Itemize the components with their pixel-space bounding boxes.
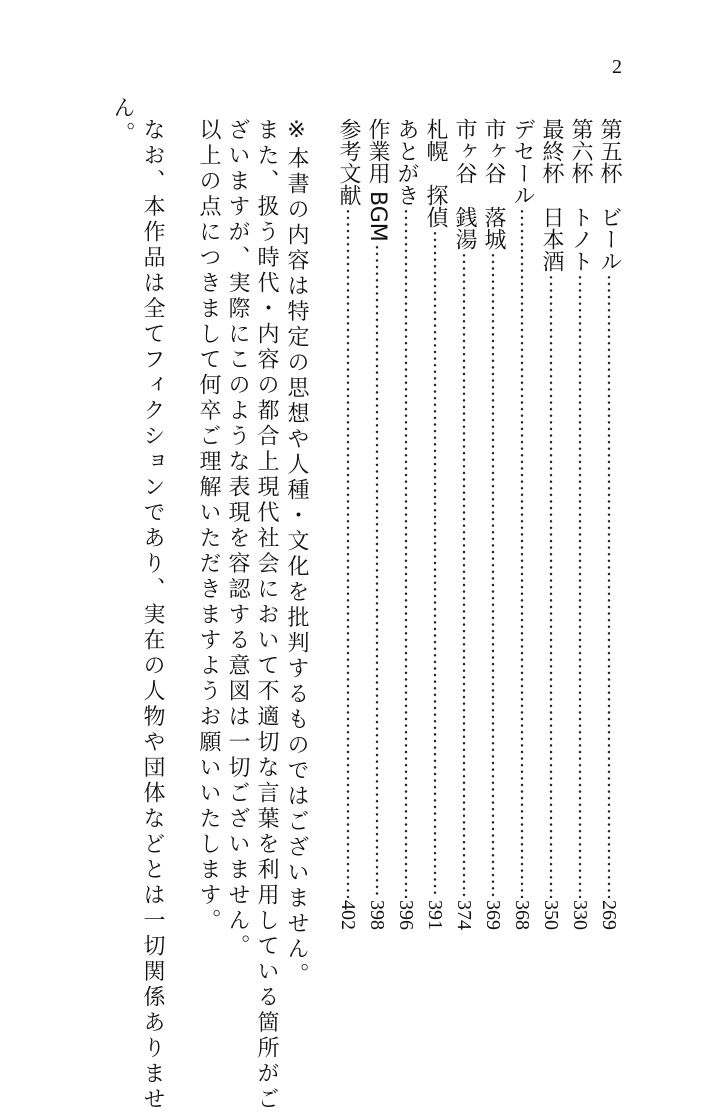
note-line: また、扱う時代・内容の都合上現代社会において不適切な言葉を利用している箇所がご [254, 118, 279, 1113]
toc-entry [480, 118, 506, 930]
toc-page: 330 [569, 900, 591, 930]
toc-title: あとがき [394, 118, 419, 206]
toc-title: 参考文献 [336, 118, 361, 206]
toc-title: 市ヶ谷 落城 [481, 118, 506, 250]
toc-entry [509, 118, 535, 930]
dot-leader [335, 208, 361, 898]
dot-leader [509, 208, 535, 898]
dot-leader [538, 274, 564, 898]
note-line: ん。 [110, 96, 135, 147]
toc-title: 作業用 BGM [365, 118, 390, 242]
toc-page: 396 [395, 900, 417, 930]
toc-page: 269 [598, 900, 620, 930]
dot-leader [567, 274, 593, 898]
dot-leader [422, 230, 448, 898]
toc-entry [393, 118, 419, 930]
dot-leader [364, 244, 390, 898]
toc-title: デセール [510, 118, 535, 206]
toc-entry [596, 118, 622, 930]
note-line: なお、本作品は全てフィクションであり、実在の人物や団体などとは一切関係ありませ [140, 118, 165, 1113]
toc-title: 最終杯 日本酒 [539, 118, 564, 272]
toc-page: 398 [366, 900, 388, 930]
note-line: ざいますが、実際にこのような表現を容認する意図は一切ございません。 [225, 118, 250, 960]
toc-entry [451, 118, 477, 930]
toc-page: 391 [424, 900, 446, 930]
dot-leader [596, 274, 622, 898]
dot-leader [451, 252, 477, 898]
dot-leader [393, 208, 419, 898]
toc-page: 402 [337, 900, 359, 930]
toc-entry [567, 118, 593, 930]
toc-title: 札幌 探偵 [423, 118, 448, 228]
note-line: 以上の点につきまして何卒ご理解いただきますようお願いいたします。 [196, 118, 221, 934]
dot-leader [480, 252, 506, 898]
toc-entry [364, 118, 390, 930]
toc-page: 368 [511, 900, 533, 930]
toc-title: 第五杯 ビール [597, 118, 622, 272]
toc-page: 374 [453, 900, 475, 930]
toc-title: 市ヶ谷 銭湯 [452, 118, 477, 250]
page-number: 2 [612, 56, 622, 78]
toc-page: 369 [482, 900, 504, 930]
note-line: ※本書の内容は特定の思想や人種・文化を批判するものではございません。 [284, 118, 309, 988]
toc-title: 第六杯 トノト [568, 118, 593, 272]
toc-page: 350 [540, 900, 562, 930]
toc-entry [422, 118, 448, 930]
toc-entry [335, 118, 361, 930]
toc-entry [538, 118, 564, 930]
